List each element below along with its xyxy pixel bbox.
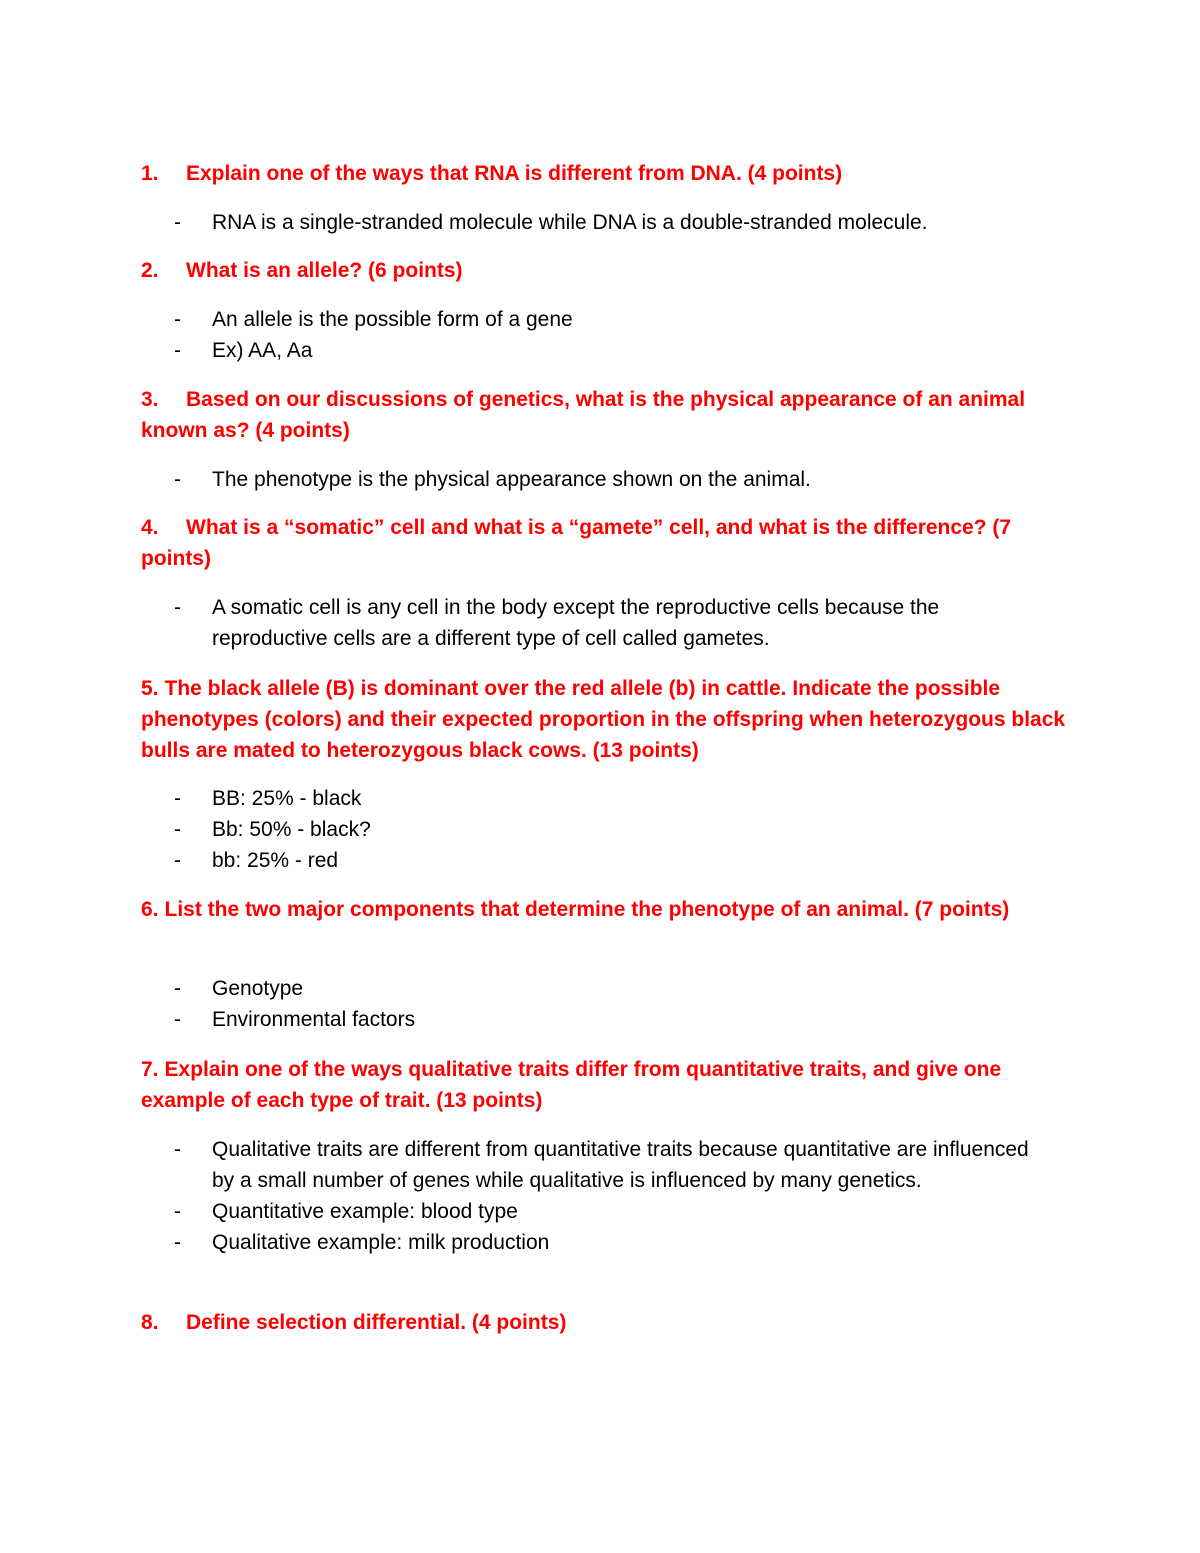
bullet-dash: - <box>174 308 181 331</box>
answer-list-6 <box>174 973 1054 1035</box>
question-8-text: Define selection differential. (4 points) <box>186 1311 567 1334</box>
bullet-dash: - <box>174 1231 181 1254</box>
answer-7-1 <box>174 1134 1054 1196</box>
question-4-number: 4. <box>141 516 159 539</box>
answer-text: BB: 25% - black <box>212 787 362 810</box>
answer-7-3 <box>174 1227 1054 1258</box>
bullet-dash: - <box>174 977 181 1000</box>
bullet-dash: - <box>174 1138 181 1161</box>
answer-3-1 <box>174 464 1054 495</box>
question-6-text: List the two major components that determine the phenotype of an animal. (7 points) <box>164 898 1010 921</box>
answer-6-2 <box>174 1004 1054 1035</box>
question-5-number: 5. <box>141 677 159 700</box>
answer-text: Qualitative traits are different from quantitative traits because quantitative are influenced by a small number of genes while qualitative is influenced by many genetics. <box>212 1138 1029 1192</box>
question-3-number: 3. <box>141 388 159 411</box>
answer-list-3 <box>174 464 1054 495</box>
question-6-number: 6. <box>141 898 159 921</box>
answer-list-1 <box>174 207 1054 238</box>
bullet-dash: - <box>174 1200 181 1223</box>
question-7-number: 7. <box>141 1058 159 1081</box>
question-6 <box>141 894 1071 925</box>
answer-list-2 <box>174 304 1054 366</box>
question-3 <box>141 384 1071 446</box>
bullet-dash: - <box>174 211 181 234</box>
question-2 <box>141 255 1071 286</box>
answer-list-5 <box>174 783 1054 876</box>
answer-list-7 <box>174 1134 1054 1258</box>
question-8-number: 8. <box>141 1311 159 1334</box>
bullet-dash: - <box>174 468 181 491</box>
question-1-text: Explain one of the ways that RNA is different from DNA. (4 points) <box>186 162 843 185</box>
answer-5-3 <box>174 845 1054 876</box>
answer-6-1 <box>174 973 1054 1004</box>
question-1-number: 1. <box>141 162 159 185</box>
answer-2-1 <box>174 304 1054 335</box>
answer-text: The phenotype is the physical appearance shown on the animal. <box>212 468 811 491</box>
answer-2-2 <box>174 335 1054 366</box>
bullet-dash: - <box>174 596 181 619</box>
answer-7-2 <box>174 1196 1054 1227</box>
answer-1-1 <box>174 207 1054 238</box>
question-1 <box>141 158 1071 189</box>
bullet-dash: - <box>174 849 181 872</box>
question-4-text: What is a “somatic” cell and what is a “gamete” cell, and what is the difference? (7 points) <box>141 516 1012 570</box>
answer-text: RNA is a single-stranded molecule while DNA is a double-stranded molecule. <box>212 211 928 234</box>
question-7-text: Explain one of the ways qualitative traits differ from quantitative traits, and give one example of each type of trait. (13 points) <box>141 1058 1002 1112</box>
bullet-dash: - <box>174 339 181 362</box>
answer-text: bb: 25% - red <box>212 849 339 872</box>
answer-text: Bb: 50% - black? <box>212 818 371 841</box>
question-7 <box>141 1054 1071 1116</box>
question-5 <box>141 673 1071 766</box>
answer-4-1 <box>174 592 1054 654</box>
question-4 <box>141 512 1071 574</box>
answer-5-1 <box>174 783 1054 814</box>
answer-list-4 <box>174 592 1054 654</box>
bullet-dash: - <box>174 818 181 841</box>
answer-text: A somatic cell is any cell in the body except the reproductive cells because the reproductive cells are a different type of cell called gametes. <box>212 596 940 650</box>
question-5-text: The black allele (B) is dominant over the red allele (b) in cattle. Indicate the possible phenotypes (colors) and their expected proportion in the offspring when heterozygous black bulls are mated to heterozygous black cows. (13 points) <box>141 677 1066 762</box>
answer-text: Genotype <box>212 977 304 1000</box>
question-2-number: 2. <box>141 259 159 282</box>
question-8 <box>141 1307 1071 1338</box>
answer-text: An allele is the possible form of a gene <box>212 308 573 331</box>
answer-5-2 <box>174 814 1054 845</box>
bullet-dash: - <box>174 1008 181 1031</box>
bullet-dash: - <box>174 787 181 810</box>
answer-text: Environmental factors <box>212 1008 416 1031</box>
question-2-text: What is an allele? (6 points) <box>186 259 463 282</box>
question-3-text: Based on our discussions of genetics, what is the physical appearance of an animal known as? (4 points) <box>141 388 1026 442</box>
answer-text: Ex) AA, Aa <box>212 339 313 362</box>
answer-text: Qualitative example: milk production <box>212 1231 550 1254</box>
answer-text: Quantitative example: blood type <box>212 1200 518 1223</box>
